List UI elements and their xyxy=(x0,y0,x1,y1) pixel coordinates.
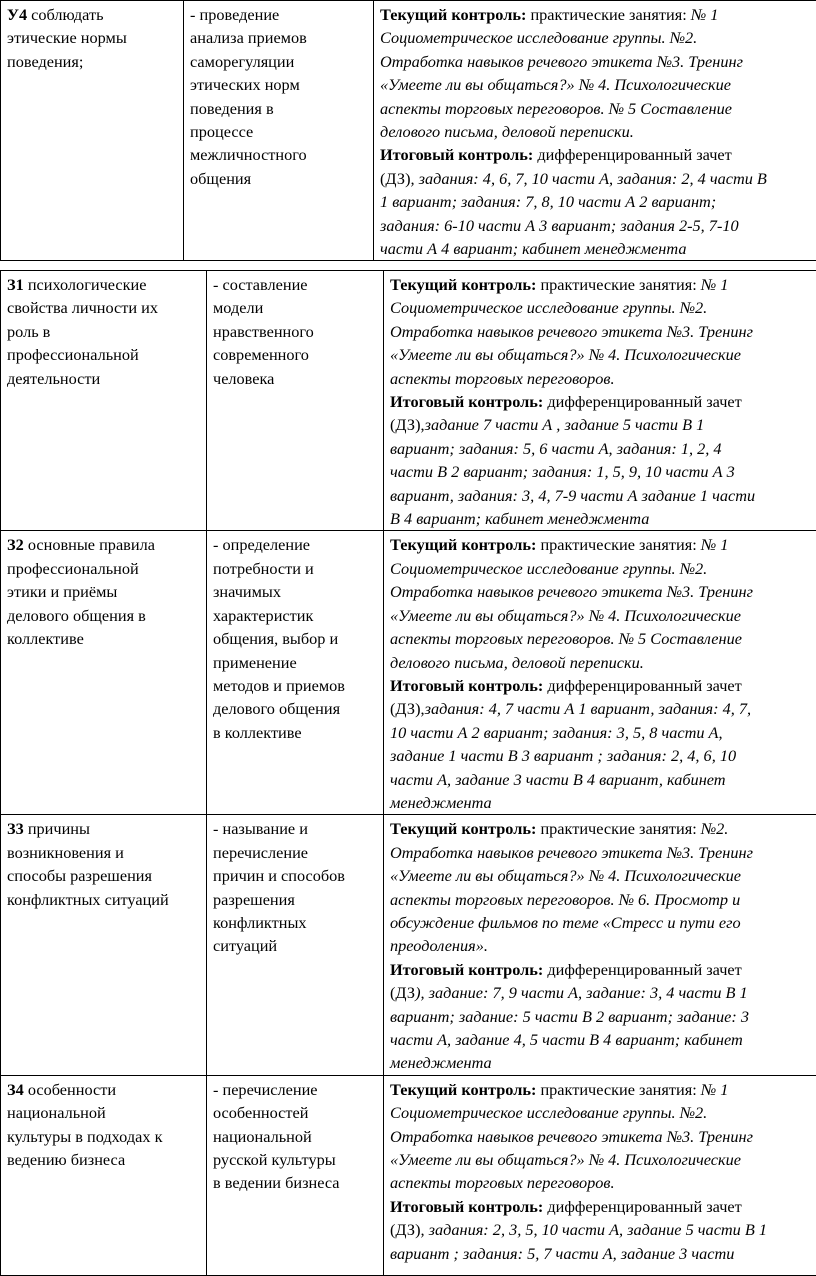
indicator-text: анализа приемов xyxy=(190,26,373,49)
assessment-text: № 1 xyxy=(701,1080,729,1099)
assessment-text: задание 7 части А , задание 5 части В 1 xyxy=(425,415,705,434)
assessment-text: части А, задание 4, 5 части В 4 вариант; кабинет xyxy=(390,1030,743,1049)
assessment-line xyxy=(380,3,816,26)
description-text: психологические xyxy=(28,275,147,294)
indicator-text: причин и способов xyxy=(213,864,383,887)
assessment-line xyxy=(380,214,816,237)
text-line xyxy=(7,888,206,911)
indicator-text: значимых xyxy=(213,580,383,603)
indicator-text: человека xyxy=(213,367,383,390)
assessment-line xyxy=(380,237,816,260)
assessment-text: дифференцированный зачет xyxy=(533,145,731,164)
assessment-line xyxy=(390,557,816,580)
indicator-text: поведения в xyxy=(190,97,373,120)
assessment-text: , задания: 2, 3, 5, 10 части А, задание 5 части В 1 xyxy=(421,1220,768,1239)
indicator-text: - перечисление xyxy=(213,1078,383,1101)
description-text: делового общения в xyxy=(7,606,146,625)
assessment-line xyxy=(390,674,816,697)
assessment-line xyxy=(390,1148,816,1171)
indicator-text: в коллективе xyxy=(213,721,383,744)
text-line xyxy=(7,580,206,603)
indicator-cell xyxy=(207,531,384,815)
indicator-cell xyxy=(207,271,384,531)
assessment-line xyxy=(390,888,816,911)
assessment-text: № 1 xyxy=(701,535,729,554)
indicator-text: особенностей xyxy=(213,1101,383,1124)
assessment-line xyxy=(380,97,816,120)
competency-code: У4 xyxy=(7,5,27,24)
description-text: этические нормы xyxy=(7,28,127,47)
indicator-text: современного xyxy=(213,343,383,366)
indicator-cell xyxy=(207,815,384,1075)
competency-code: З3 xyxy=(7,819,24,838)
control-type-label: Итоговый контроль: xyxy=(380,145,533,164)
assessment-text: части А 4 вариант; кабинет менеджмента xyxy=(380,239,686,258)
assessment-text: задания: 6-10 части А 3 вариант; задания 2-5, 7-10 xyxy=(380,216,739,235)
assessment-line xyxy=(390,367,816,390)
indicator-text: общения xyxy=(190,167,373,190)
assessment-line xyxy=(380,143,816,166)
assessment-text: практические занятия: xyxy=(526,5,690,24)
table-body xyxy=(1,1,816,261)
description-text: конфликтных ситуаций xyxy=(7,890,169,909)
skill-cell xyxy=(1,1,184,261)
assessment-line xyxy=(390,791,816,814)
assessment-line xyxy=(390,604,816,627)
description-text: этики и приёмы xyxy=(7,582,117,601)
text-line xyxy=(7,50,183,73)
assessment-line xyxy=(380,167,816,190)
assessment-text: , задания: 4, 6, 7, 10 части А, задания: 2, 4 части В xyxy=(411,169,767,188)
description-text: способы разрешения xyxy=(7,866,152,885)
knowledge-cell xyxy=(1,1075,207,1275)
indicator-cell xyxy=(207,1075,384,1275)
indicator-text: методов и приемов xyxy=(213,674,383,697)
assessment-text: «Умеете ли вы общаться?» № 4. Психологические xyxy=(390,1150,741,1169)
assessment-text: (ДЗ), xyxy=(390,699,425,718)
assessment-cell xyxy=(384,531,816,815)
assessment-line xyxy=(390,484,816,507)
indicator-text: ситуаций xyxy=(213,934,383,957)
assessment-text: №2. xyxy=(701,819,729,838)
control-type-label: Текущий контроль: xyxy=(390,1080,536,1099)
assessment-text: (ДЗ), xyxy=(390,415,425,434)
assessment-text: вариант; задание: 5 части В 2 вариант; задание: 3 xyxy=(390,1007,749,1026)
assessment-line xyxy=(390,768,816,791)
knowledge-cell xyxy=(1,271,207,531)
indicator-text: - определение xyxy=(213,533,383,556)
text-line xyxy=(7,320,206,343)
assessment-line xyxy=(390,744,816,767)
assessment-line xyxy=(390,934,816,957)
assessment-text: практические занятия: xyxy=(536,819,700,838)
text-line xyxy=(7,533,206,556)
assessment-text: аспекты торговых переговоров. xyxy=(390,1173,615,1192)
assessment-line xyxy=(390,390,816,413)
assessment-line xyxy=(390,627,816,650)
assessment-text: (ДЗ) xyxy=(380,169,411,188)
indicator-text: нравственного xyxy=(213,320,383,343)
assessment-text: Социометрическое исследование группы. №2. xyxy=(390,1103,707,1122)
indicator-text: процессе xyxy=(190,120,373,143)
assessment-text: практические занятия: xyxy=(536,535,700,554)
assessment-text: дифференцированный зачет xyxy=(543,1197,741,1216)
assessment-line xyxy=(390,817,816,840)
assessment-text: аспекты торговых переговоров. № 5 Составление xyxy=(380,99,732,118)
text-line xyxy=(7,1101,206,1124)
indicator-text: конфликтных xyxy=(213,911,383,934)
description-text: основные правила xyxy=(28,535,155,554)
control-type-label: Текущий контроль: xyxy=(390,275,536,294)
assessment-line xyxy=(380,26,816,49)
table-body xyxy=(1,271,816,1276)
indicator-text: перечисление xyxy=(213,841,383,864)
control-type-label: Итоговый контроль: xyxy=(390,1197,543,1216)
text-line xyxy=(7,296,206,319)
assessment-line xyxy=(390,981,816,1004)
assessment-line xyxy=(390,437,816,460)
competency-code: З1 xyxy=(7,275,24,294)
text-line xyxy=(7,1148,206,1171)
assessment-text: Отработка навыков речевого этикета №3. Тренинг xyxy=(380,52,743,71)
text-line xyxy=(7,367,206,390)
assessment-text: практические занятия: xyxy=(536,275,700,294)
description-text: национальной xyxy=(7,1103,106,1122)
assessment-line xyxy=(390,1051,816,1074)
control-type-label: Текущий контроль: xyxy=(380,5,526,24)
assessment-line xyxy=(390,320,816,343)
control-type-label: Итоговый контроль: xyxy=(390,960,543,979)
assessment-text: В 4 вариант; кабинет менеджмента xyxy=(390,509,649,528)
assessment-text: обсуждение фильмов по теме «Стресс и пути его xyxy=(390,913,741,932)
assessment-text: Социометрическое исследование группы. №2. xyxy=(390,298,707,317)
assessment-text: менеджмента xyxy=(390,1053,492,1072)
assessment-text: дифференцированный зачет xyxy=(543,960,741,979)
text-line xyxy=(7,273,206,296)
assessment-text: задания: 4, 7 части А 1 вариант, задания: 4, 7, xyxy=(425,699,752,718)
assessment-line xyxy=(390,1028,816,1051)
assessment-line xyxy=(390,841,816,864)
description-text: культуры в подходах к xyxy=(7,1127,162,1146)
text-line xyxy=(7,343,206,366)
indicator-text: общения, выбор и xyxy=(213,627,383,650)
table-row xyxy=(1,1,816,261)
assessment-line xyxy=(390,1195,816,1218)
assessment-text: части В 2 вариант; задания: 1, 5, 9, 10 части А 3 xyxy=(390,462,735,481)
control-type-label: Итоговый контроль: xyxy=(390,392,543,411)
knowledge-cell xyxy=(1,531,207,815)
indicator-text: саморегуляции xyxy=(190,50,373,73)
table-row xyxy=(1,271,816,531)
assessment-cell xyxy=(384,1075,816,1275)
indicator-text: межличностного xyxy=(190,143,373,166)
assessment-text: аспекты торговых переговоров. xyxy=(390,369,615,388)
text-line xyxy=(7,1078,206,1101)
description-text: ведению бизнеса xyxy=(7,1150,125,1169)
indicator-text: в ведении бизнеса xyxy=(213,1171,383,1194)
indicator-text: делового общения xyxy=(213,697,383,720)
indicator-text: - проведение xyxy=(190,3,373,26)
assessment-text: задание 1 части В 3 вариант ; задания: 2, 4, 6, 10 xyxy=(390,746,736,765)
assessment-line xyxy=(390,460,816,483)
description-text: профессиональной xyxy=(7,345,139,364)
indicator-cell xyxy=(184,1,374,261)
competency-table-1 xyxy=(0,0,816,261)
assessment-text: Отработка навыков речевого этикета №3. Тренинг xyxy=(390,1127,753,1146)
indicator-text: национальной xyxy=(213,1125,383,1148)
assessment-text: Социометрическое исследование группы. №2. xyxy=(390,559,707,578)
indicator-text: модели xyxy=(213,296,383,319)
assessment-line xyxy=(390,1101,816,1124)
assessment-text: № 1 xyxy=(691,5,719,24)
assessment-line xyxy=(390,958,816,981)
assessment-cell xyxy=(384,271,816,531)
description-text: профессиональной xyxy=(7,559,139,578)
indicator-text: применение xyxy=(213,651,383,674)
description-text: возникновения и xyxy=(7,843,124,862)
assessment-text: менеджмента xyxy=(390,793,492,812)
text-line xyxy=(7,1125,206,1148)
table-row xyxy=(1,1075,816,1275)
assessment-line xyxy=(390,1242,816,1265)
control-type-label: Итоговый контроль: xyxy=(390,676,543,695)
text-line xyxy=(7,3,183,26)
assessment-text: части А, задание 3 части В 4 вариант, кабинет xyxy=(390,770,726,789)
assessment-text: делового письма, деловой переписки. xyxy=(390,653,644,672)
assessment-cell xyxy=(384,815,816,1075)
description-text: соблюдать xyxy=(31,5,103,24)
assessment-text: Отработка навыков речевого этикета №3. Тренинг xyxy=(390,843,753,862)
assessment-line xyxy=(390,343,816,366)
assessment-line xyxy=(390,1005,816,1028)
competency-code: З2 xyxy=(7,535,24,554)
assessment-line xyxy=(380,120,816,143)
assessment-line xyxy=(390,911,816,934)
assessment-text: 1 вариант; задания: 7, 8, 10 части А 2 вариант; xyxy=(380,192,716,211)
indicator-text: этических норм xyxy=(190,73,373,96)
assessment-line xyxy=(390,1125,816,1148)
description-text: поведения; xyxy=(7,52,83,71)
assessment-text: аспекты торговых переговоров. № 5 Составление xyxy=(390,629,742,648)
competency-table-2 xyxy=(0,270,816,1276)
assessment-text: аспекты торговых переговоров. № 6. Просмотр и xyxy=(390,890,740,909)
assessment-line xyxy=(380,50,816,73)
text-line xyxy=(7,864,206,887)
text-line xyxy=(7,841,206,864)
assessment-text: «Умеете ли вы общаться?» № 4. Психологические xyxy=(390,345,741,364)
assessment-text: вариант, задания: 3, 4, 7-9 части А задание 1 части xyxy=(390,486,755,505)
assessment-text: вариант; задания: 5, 6 части А, задания: 1, 2, 4 xyxy=(390,439,722,458)
competency-code: З4 xyxy=(7,1080,24,1099)
assessment-text: Отработка навыков речевого этикета №3. Тренинг xyxy=(390,582,753,601)
text-line xyxy=(7,817,206,840)
assessment-line xyxy=(390,413,816,436)
description-text: свойства личности их xyxy=(7,298,158,317)
description-text: коллективе xyxy=(7,629,84,648)
assessment-text: «Умеете ли вы общаться?» № 4. Психологические xyxy=(390,606,741,625)
assessment-cell xyxy=(374,1,816,261)
description-text: роль в xyxy=(7,322,50,341)
assessment-text: 10 части А 2 вариант; задания: 3, 5, 8 части А, xyxy=(390,723,723,742)
assessment-line xyxy=(390,651,816,674)
assessment-text: преодоления». xyxy=(390,936,488,955)
indicator-text: характеристик xyxy=(213,604,383,627)
text-line xyxy=(7,604,206,627)
text-line xyxy=(7,26,183,49)
indicator-text: русской культуры xyxy=(213,1148,383,1171)
assessment-line xyxy=(390,533,816,556)
assessment-text: дифференцированный зачет xyxy=(543,392,741,411)
assessment-line xyxy=(390,273,816,296)
assessment-text: (ДЗ) xyxy=(390,1220,421,1239)
assessment-text: ), задание: 7, 9 части А, задание: 3, 4 части В 1 xyxy=(415,983,748,1002)
description-text: особенности xyxy=(28,1080,116,1099)
assessment-line xyxy=(390,1171,816,1194)
assessment-text: дифференцированный зачет xyxy=(543,676,741,695)
indicator-text: - составление xyxy=(213,273,383,296)
assessment-text: вариант ; задания: 5, 7 части А, задание 3 части xyxy=(390,1244,734,1263)
indicator-text: разрешения xyxy=(213,888,383,911)
assessment-line xyxy=(390,1078,816,1101)
assessment-text: делового письма, деловой переписки. xyxy=(380,122,634,141)
assessment-line xyxy=(390,697,816,720)
table-row xyxy=(1,531,816,815)
indicator-text: - называние и xyxy=(213,817,383,840)
assessment-line xyxy=(390,507,816,530)
assessment-text: № 1 xyxy=(701,275,729,294)
assessment-line xyxy=(390,721,816,744)
assessment-text: (ДЗ xyxy=(390,983,415,1002)
assessment-line xyxy=(380,190,816,213)
assessment-line xyxy=(390,864,816,887)
assessment-text: Отработка навыков речевого этикета №3. Тренинг xyxy=(390,322,753,341)
description-text: деятельности xyxy=(7,369,100,388)
text-line xyxy=(7,627,206,650)
table-row xyxy=(1,815,816,1075)
assessment-text: Социометрическое исследование группы. №2. xyxy=(380,28,697,47)
control-type-label: Текущий контроль: xyxy=(390,535,536,554)
assessment-line xyxy=(390,1218,816,1241)
assessment-text: «Умеете ли вы общаться?» № 4. Психологические xyxy=(390,866,741,885)
assessment-line xyxy=(380,73,816,96)
description-text: причины xyxy=(28,819,90,838)
assessment-text: практические занятия: xyxy=(536,1080,700,1099)
assessment-text: «Умеете ли вы общаться?» № 4. Психологические xyxy=(380,75,731,94)
assessment-line xyxy=(390,580,816,603)
control-type-label: Текущий контроль: xyxy=(390,819,536,838)
knowledge-cell xyxy=(1,815,207,1075)
assessment-line xyxy=(390,296,816,319)
indicator-text: потребности и xyxy=(213,557,383,580)
text-line xyxy=(7,557,206,580)
